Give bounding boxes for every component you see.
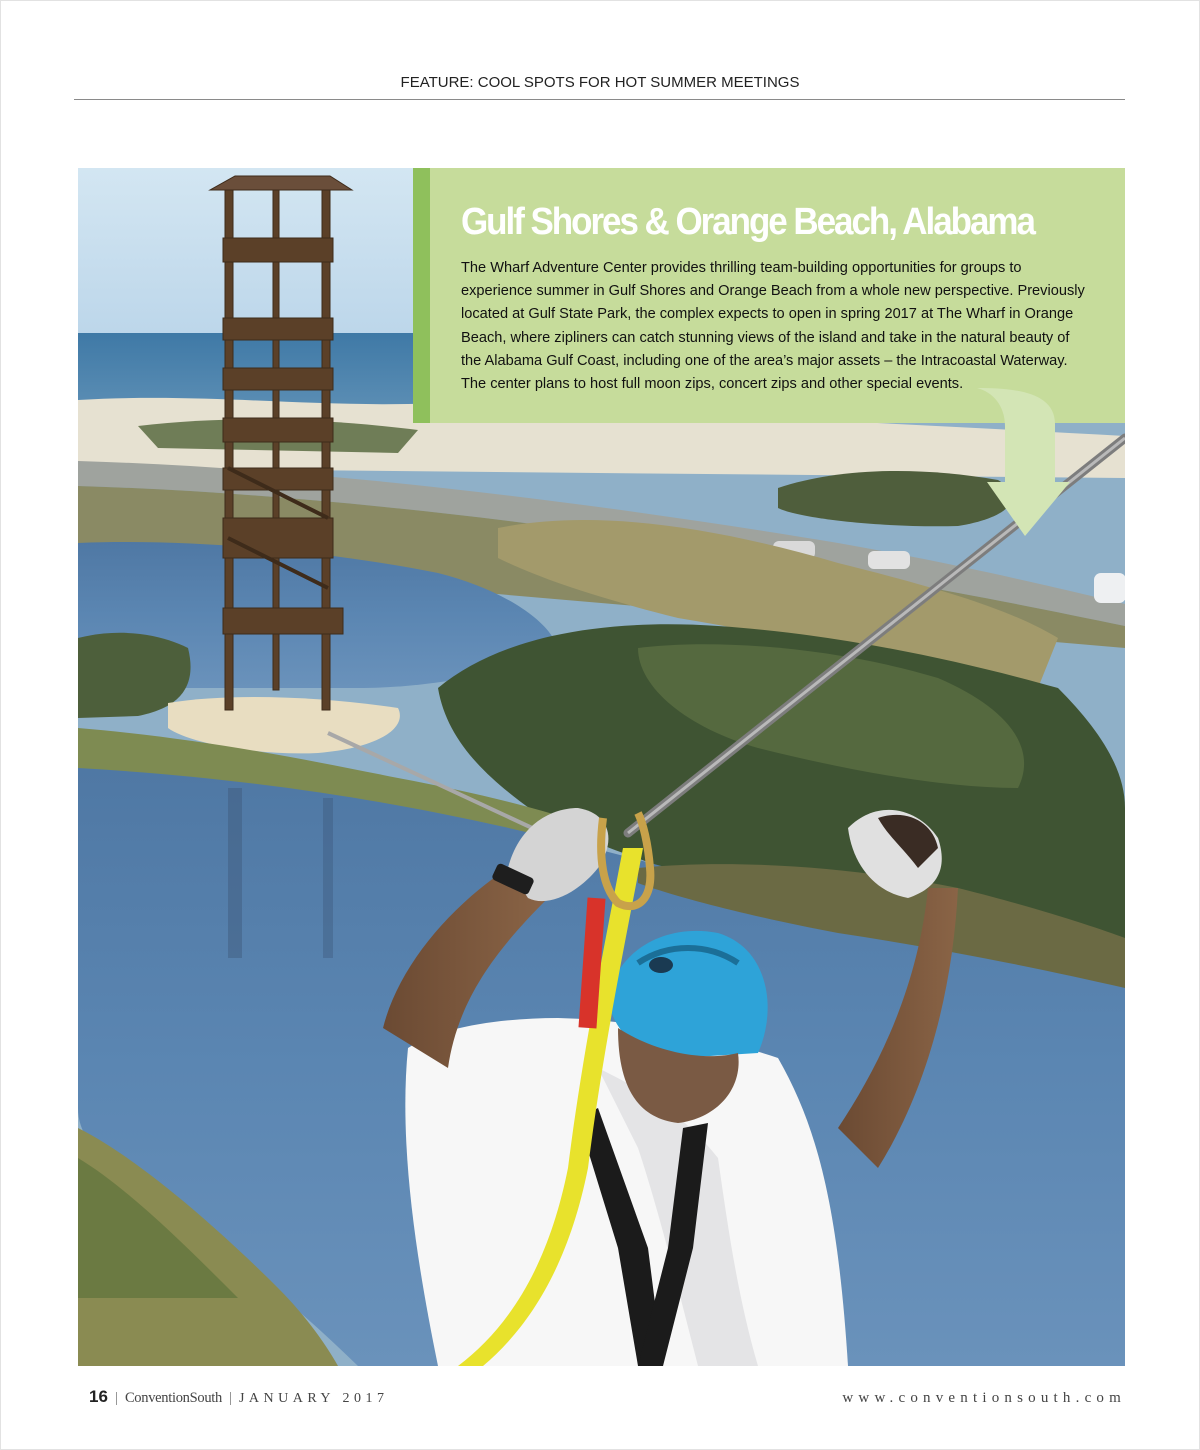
article-panel xyxy=(413,168,1125,423)
article-body: The Wharf Adventure Center provides thrilling team-building opportunities for groups to experience summer in Gulf Shores and Orange Beach from a whole new perspective. Previously located at Gulf State Park, the complex expects to open in spring 2017 at The Wharf in Orange Beach, where zipliners can catch stunning views of the island and take in the natural beauty of the Alabama Gulf Coast, including one of the area’s major assets – the Intracoastal Waterway. The center plans to host full moon zips, concert zips and other special events. xyxy=(461,260,1085,393)
website-url: www.conventionsouth.com xyxy=(842,1390,1126,1406)
issue-date: JANUARY 2017 xyxy=(238,1391,389,1406)
page-number: 16 xyxy=(89,1387,108,1406)
footer-separator: | xyxy=(228,1390,232,1406)
panel-accent-bar xyxy=(413,168,430,423)
running-head: FEATURE: COOL SPOTS FOR HOT SUMMER MEETINGS xyxy=(400,74,800,91)
footer-folio xyxy=(89,1387,389,1407)
down-arrow-icon xyxy=(975,386,1075,542)
footer-separator: | xyxy=(114,1390,118,1406)
header-rule xyxy=(74,99,1125,100)
article-title: Gulf Shores & Orange Beach, Alabama xyxy=(461,201,1034,243)
magazine-name: ConventionSouth xyxy=(124,1390,222,1406)
